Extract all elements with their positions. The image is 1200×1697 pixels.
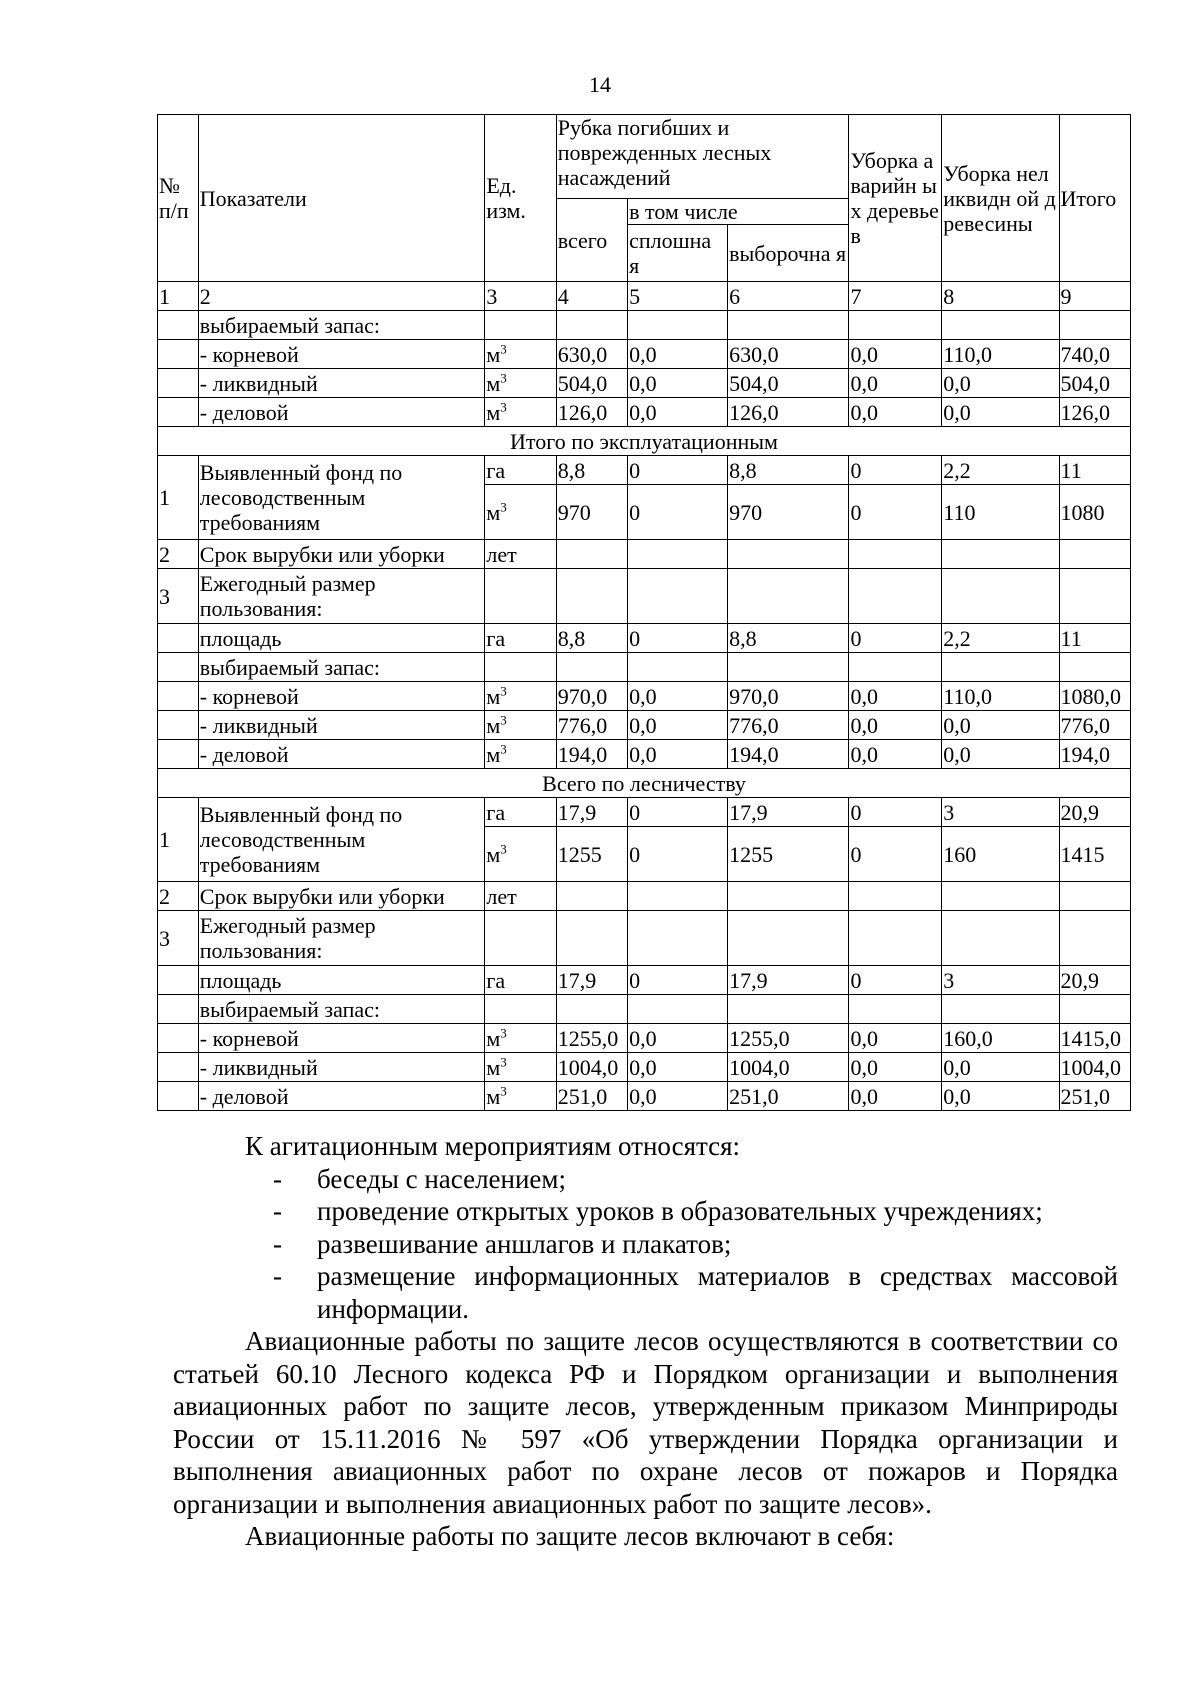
table-row: [158, 540, 1131, 569]
row-number: 1: [158, 456, 199, 540]
cell-value: 8,8: [728, 456, 849, 485]
cell: [556, 995, 627, 1024]
cell-value: 0,0: [628, 711, 728, 740]
row-label: - ликвидный: [198, 711, 485, 740]
cell: [1059, 311, 1130, 340]
cell: [485, 569, 556, 624]
cell: [728, 569, 849, 624]
cell-value: 2,2: [942, 456, 1059, 485]
cell-value: 0: [849, 827, 942, 882]
cell: [1059, 540, 1130, 569]
cell-value: 126,0: [556, 398, 627, 427]
cell: [1059, 882, 1130, 911]
cell: [556, 311, 627, 340]
cell-value: 0,0: [942, 740, 1059, 769]
cell: [849, 995, 942, 1024]
header-selective: выборочна я: [728, 225, 849, 282]
cell-value: 11: [1059, 456, 1130, 485]
cell-value: 0,0: [849, 1082, 942, 1111]
page-number: 14: [589, 72, 611, 97]
cell-value: 251,0: [556, 1082, 627, 1111]
row-label: выбираемый запас:: [198, 995, 485, 1024]
table-row: [158, 311, 1131, 340]
cell-value: 110: [942, 485, 1059, 540]
cell-value: 1255: [728, 827, 849, 882]
cell-value: 0: [628, 485, 728, 540]
row-unit: га: [485, 798, 556, 827]
section-title-row: [158, 427, 1131, 456]
table-row: [158, 456, 1131, 485]
cell: [485, 995, 556, 1024]
body-text: [173, 1130, 1118, 1553]
header-emergency: Уборка аварийн ых деревьев: [849, 115, 942, 282]
cell-value: 1415,0: [1059, 1024, 1130, 1053]
aviation-paragraph: Авиационные работы по защите лесов осуществляются в соответствии со статьей 60.10 Лесного кодекса РФ и Порядком организации и выполнения авиационных работ по защите лесов, утвержденным приказом Минприроды России от 15.11.2016 № 597 «Об утверждении Порядка организации и выполнения авиационных работ по охране лесов от пожаров и Порядка организации и выполнения авиационных работ по защите лесов».: [173, 1326, 1118, 1519]
cell: [849, 653, 942, 682]
header-total-felling: всего: [556, 199, 627, 282]
cell: [849, 540, 942, 569]
cell: [158, 340, 199, 369]
column-numbers-row: [158, 282, 1131, 311]
cell-value: 3: [942, 798, 1059, 827]
row-unit: [485, 311, 556, 340]
section-title: Всего по лесничеству: [158, 769, 1131, 798]
table-row: [158, 740, 1131, 769]
table-row: [158, 798, 1131, 827]
cell-value: 194,0: [728, 740, 849, 769]
row-unit: га: [485, 624, 556, 653]
cell-value: 0,0: [628, 1053, 728, 1082]
column-number: 2: [198, 282, 485, 311]
column-number: 9: [1059, 282, 1130, 311]
cell-value: 776,0: [728, 711, 849, 740]
cell-value: 1415: [1059, 827, 1130, 882]
cell: [849, 569, 942, 624]
row-number: 2: [158, 882, 199, 911]
cell-value: 20,9: [1059, 798, 1130, 827]
cell-value: 0: [849, 798, 942, 827]
cell-value: 0: [849, 624, 942, 653]
table-row: [158, 340, 1131, 369]
column-number: 7: [849, 282, 942, 311]
list-item-text: беседы с населением;: [317, 1163, 566, 1194]
column-number: 5: [628, 282, 728, 311]
cell-value: 0,0: [849, 340, 942, 369]
table-row: [158, 653, 1131, 682]
row-label: площадь: [198, 624, 485, 653]
cell: [158, 995, 199, 1024]
cell-value: 126,0: [728, 398, 849, 427]
cell-value: 8,8: [556, 456, 627, 485]
cell-value: 1004,0: [1059, 1053, 1130, 1082]
cell-value: 776,0: [556, 711, 627, 740]
cell-value: 630,0: [728, 340, 849, 369]
cell-value: 251,0: [728, 1082, 849, 1111]
list-item-text: размещение информационных материалов в средствах массовой информации.: [317, 1261, 1118, 1324]
list-item: [273, 1163, 1118, 1196]
cell: [158, 1024, 199, 1053]
cell: [849, 882, 942, 911]
header-total: Итого: [1059, 115, 1130, 282]
cell-value: 0,0: [628, 1082, 728, 1111]
dash-marker: -: [273, 1196, 282, 1226]
cell: [942, 653, 1059, 682]
cell: [628, 653, 728, 682]
row-unit: $м^3$: [485, 827, 556, 882]
cell-value: 0,0: [849, 369, 942, 398]
row-unit: $м^3$: [485, 369, 556, 398]
cell-value: 0: [628, 456, 728, 485]
cell-value: 0,0: [942, 369, 1059, 398]
cell-value: 970: [556, 485, 627, 540]
cell-value: 8,8: [556, 624, 627, 653]
cell-value: 0,0: [849, 740, 942, 769]
list-item: [273, 1260, 1118, 1325]
table-row: [158, 711, 1131, 740]
row-unit: $м^3$: [485, 1024, 556, 1053]
cell: [942, 311, 1059, 340]
cell: [485, 653, 556, 682]
cell-value: 110,0: [942, 682, 1059, 711]
cell-value: 0: [628, 624, 728, 653]
cell: [628, 911, 728, 966]
cell-value: 0: [628, 966, 728, 995]
cell-value: 970,0: [728, 682, 849, 711]
cell: [942, 911, 1059, 966]
cell-value: 0,0: [628, 340, 728, 369]
cell-value: 1255: [556, 827, 627, 882]
cell-value: 776,0: [1059, 711, 1130, 740]
table-row: [158, 624, 1131, 653]
cell-value: 1080: [1059, 485, 1130, 540]
cell-value: 17,9: [556, 966, 627, 995]
dash-marker: -: [273, 1261, 282, 1291]
header-indicator: Показатели: [198, 115, 485, 282]
cell-value: 3: [942, 966, 1059, 995]
row-label: - ликвидный: [198, 1053, 485, 1082]
table-header-row: [158, 115, 1131, 199]
cell: [485, 911, 556, 966]
table-row: [158, 1024, 1131, 1053]
cell-value: 0: [849, 456, 942, 485]
cell-value: 0: [628, 798, 728, 827]
cell: [1059, 911, 1130, 966]
cell-value: 1080,0: [1059, 682, 1130, 711]
column-number: 8: [942, 282, 1059, 311]
table-row: [158, 369, 1131, 398]
aviation-includes-paragraph: Авиационные работы по защите лесов включают в себя:: [245, 1521, 895, 1551]
cell: [158, 682, 199, 711]
cell-value: 0,0: [942, 711, 1059, 740]
row-label: - деловой: [198, 740, 485, 769]
cell-value: 970,0: [556, 682, 627, 711]
cell: [728, 911, 849, 966]
row-unit: $м^3$: [485, 398, 556, 427]
row-label: - корневой: [198, 1024, 485, 1053]
list-item: [273, 1228, 1118, 1261]
column-number: 6: [728, 282, 849, 311]
row-unit: $м^3$: [485, 682, 556, 711]
cell-value: 630,0: [556, 340, 627, 369]
cell-value: 110,0: [942, 340, 1059, 369]
cell: [628, 540, 728, 569]
row-number: 3: [158, 569, 199, 624]
section-title: Итого по эксплуатационным: [158, 427, 1131, 456]
cell-value: 20,9: [1059, 966, 1130, 995]
row-unit: $м^3$: [485, 340, 556, 369]
header-unit: Ед. изм.: [485, 115, 556, 282]
list-item-text: проведение открытых уроков в образовательных учреждениях;: [317, 1196, 1043, 1226]
row-label: площадь: [198, 966, 485, 995]
cell: [158, 624, 199, 653]
cell-value: 0,0: [628, 740, 728, 769]
cell: [556, 569, 627, 624]
dash-marker: -: [273, 1228, 282, 1259]
dash-marker: -: [273, 1163, 282, 1194]
bullet-list: [173, 1163, 1118, 1326]
cell-value: 1004,0: [728, 1053, 849, 1082]
cell-value: 0,0: [942, 398, 1059, 427]
row-label: - корневой: [198, 340, 485, 369]
cell-value: 194,0: [1059, 740, 1130, 769]
cell-value: 504,0: [1059, 369, 1130, 398]
cell-value: 740,0: [1059, 340, 1130, 369]
cell-value: 160: [942, 827, 1059, 882]
cell-value: 504,0: [556, 369, 627, 398]
cell: [728, 882, 849, 911]
row-unit: $м^3$: [485, 740, 556, 769]
cell-value: 0,0: [628, 1024, 728, 1053]
cell: [942, 882, 1059, 911]
row-unit: $м^3$: [485, 485, 556, 540]
cell: [158, 311, 199, 340]
cell: [158, 398, 199, 427]
table-row: [158, 682, 1131, 711]
cell: [158, 740, 199, 769]
row-unit: $м^3$: [485, 1053, 556, 1082]
cell-value: 160,0: [942, 1024, 1059, 1053]
cell-value: 1255,0: [556, 1024, 627, 1053]
cell-value: 17,9: [728, 798, 849, 827]
list-item: [273, 1195, 1118, 1228]
header-including: в том числе: [628, 199, 849, 225]
row-unit: га: [485, 966, 556, 995]
cell: [628, 995, 728, 1024]
cell-value: 17,9: [556, 798, 627, 827]
row-number: 3: [158, 911, 199, 966]
cell-value: 0,0: [849, 682, 942, 711]
row-label: - деловой: [198, 1082, 485, 1111]
cell: [1059, 995, 1130, 1024]
row-unit: лет: [485, 882, 556, 911]
row-label: Выявленный фонд по лесоводственным требованиям: [198, 798, 485, 882]
cell-value: 8,8: [728, 624, 849, 653]
row-label: - корневой: [198, 682, 485, 711]
table-row: [158, 1082, 1131, 1111]
cell-value: 0,0: [849, 398, 942, 427]
cell: [728, 540, 849, 569]
cell: [158, 369, 199, 398]
cell-value: 0,0: [849, 1024, 942, 1053]
row-unit: га: [485, 456, 556, 485]
cell-value: 2,2: [942, 624, 1059, 653]
cell-value: 0,0: [942, 1082, 1059, 1111]
row-number: 2: [158, 540, 199, 569]
table-row: [158, 882, 1131, 911]
cell-value: 0,0: [942, 1053, 1059, 1082]
cell-value: 194,0: [556, 740, 627, 769]
row-label: - деловой: [198, 398, 485, 427]
table-row: [158, 966, 1131, 995]
forest-felling-table: [157, 114, 1131, 1111]
cell-value: 17,9: [728, 966, 849, 995]
cell: [1059, 653, 1130, 682]
table-row: [158, 911, 1131, 966]
cell: [942, 540, 1059, 569]
cell: [849, 311, 942, 340]
column-number: 3: [485, 282, 556, 311]
header-num: № п/п: [158, 115, 199, 282]
cell: [849, 911, 942, 966]
row-unit: лет: [485, 540, 556, 569]
cell-value: 0: [849, 485, 942, 540]
cell: [728, 653, 849, 682]
cell: [158, 1053, 199, 1082]
cell: [158, 966, 199, 995]
cell-value: 0,0: [628, 398, 728, 427]
row-label: Срок вырубки или уборки: [198, 882, 485, 911]
cell: [942, 569, 1059, 624]
column-number: 1: [158, 282, 199, 311]
cell-value: 0,0: [628, 369, 728, 398]
intro-paragraph: К агитационным мероприятиям относятся:: [245, 1131, 741, 1161]
cell: [942, 995, 1059, 1024]
cell-value: 11: [1059, 624, 1130, 653]
cell: [556, 540, 627, 569]
row-label: Ежегодный размер пользования:: [198, 569, 485, 624]
cell-value: 970: [728, 485, 849, 540]
cell: [628, 882, 728, 911]
cell-value: 1255,0: [728, 1024, 849, 1053]
row-label: - ликвидный: [198, 369, 485, 398]
header-felling-group: Рубка погибших и поврежденных лесных насаждений: [556, 115, 849, 199]
header-clear: сплошна я: [628, 225, 728, 282]
row-label: выбираемый запас:: [198, 311, 485, 340]
row-label: Срок вырубки или уборки: [198, 540, 485, 569]
row-unit: $м^3$: [485, 1082, 556, 1111]
section-title-row: [158, 769, 1131, 798]
cell: [158, 1082, 199, 1111]
cell-value: 0: [849, 966, 942, 995]
cell-value: 0,0: [628, 682, 728, 711]
cell-value: 126,0: [1059, 398, 1130, 427]
row-label: Ежегодный размер пользования:: [198, 911, 485, 966]
cell: [628, 311, 728, 340]
cell: [1059, 569, 1130, 624]
cell-value: 251,0: [1059, 1082, 1130, 1111]
cell-value: 0,0: [849, 711, 942, 740]
table-row: [158, 995, 1131, 1024]
cell-value: 1004,0: [556, 1053, 627, 1082]
cell-value: 0: [628, 827, 728, 882]
cell: [556, 882, 627, 911]
cell: [556, 653, 627, 682]
table-row: [158, 398, 1131, 427]
list-item-text: развешивание аншлагов и плакатов;: [317, 1228, 732, 1259]
cell: [628, 569, 728, 624]
cell: [728, 995, 849, 1024]
column-number: 4: [556, 282, 627, 311]
cell-value: 504,0: [728, 369, 849, 398]
row-number: 1: [158, 798, 199, 882]
table-row: [158, 569, 1131, 624]
row-label: выбираемый запас:: [198, 653, 485, 682]
cell: [728, 311, 849, 340]
row-label: Выявленный фонд по лесоводственным требованиям: [198, 456, 485, 540]
cell: [158, 653, 199, 682]
cell-value: 0,0: [849, 1053, 942, 1082]
header-illiquid: Уборка неликвидн ой древесины: [942, 115, 1059, 282]
row-unit: $м^3$: [485, 711, 556, 740]
table-row: [158, 1053, 1131, 1082]
cell: [158, 711, 199, 740]
cell: [556, 911, 627, 966]
